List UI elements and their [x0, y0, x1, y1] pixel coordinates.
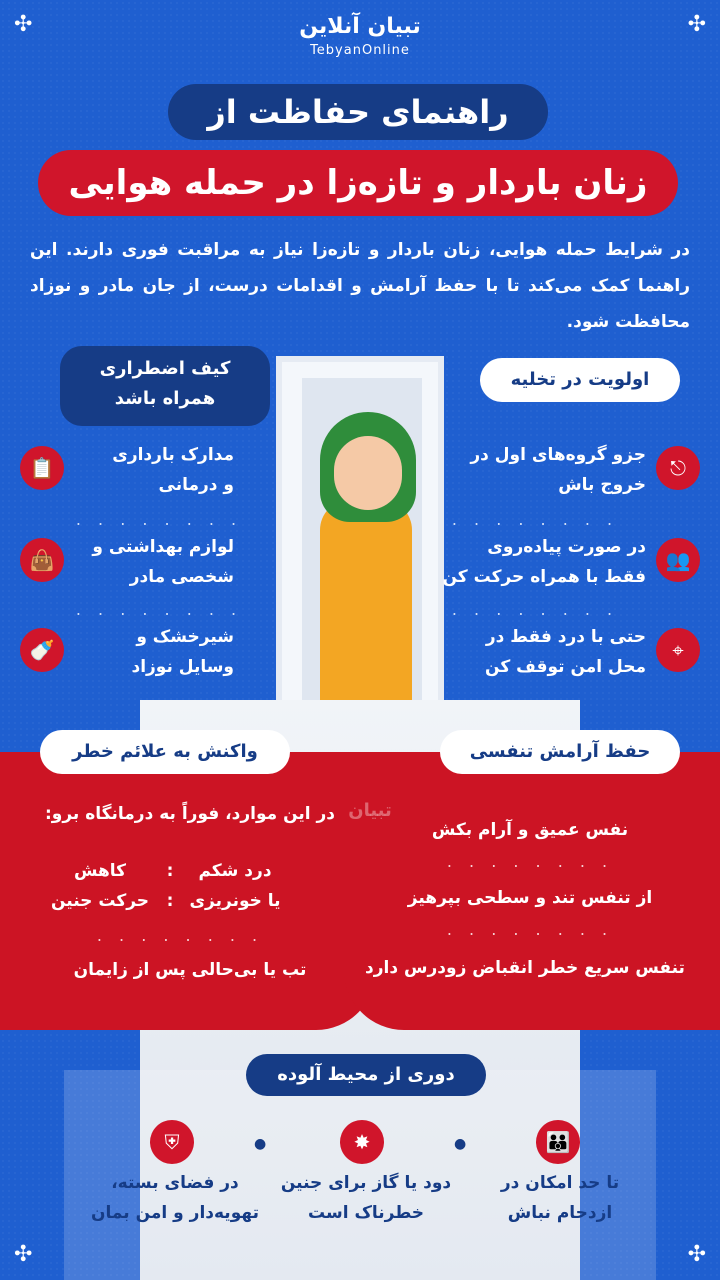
divider: . . . . . . . .: [96, 926, 264, 945]
polluted-item-3-line-1: در فضای بسته،: [111, 1173, 239, 1193]
emergency-bag-heading-line-1: کیف اضطراری: [99, 358, 231, 379]
evacuation-item-3: [416, 622, 646, 682]
polluted-item-1-line-2: ازدحام نباش: [507, 1203, 613, 1223]
exit-icon: ⎋: [656, 446, 700, 490]
polluted-heading: دوری از محیط آلوده: [246, 1054, 486, 1096]
emergency-bag-heading: [60, 346, 270, 426]
polluted-item-1: [480, 1168, 640, 1228]
danger-signs-intro: در این موارد، فوراً به درمانگاه برو:: [44, 804, 336, 824]
emergency-bag-item-3: [74, 622, 234, 682]
baby-bottle-icon: 🍼: [20, 628, 64, 672]
title-line-2: زنان باردار و تازه‌زا در حمله هوایی: [38, 150, 678, 216]
watermark-logo: تبیان: [348, 800, 392, 821]
corner-decoration-bottom-right-icon: ✣: [687, 1242, 706, 1267]
evacuation-item-2-line-2: فقط با همراه حرکت کن: [442, 567, 646, 587]
divider: . . . . . . . .: [75, 600, 243, 619]
evacuation-item-2-line-1: در صورت پیاده‌روی: [487, 537, 646, 557]
evacuation-heading: اولویت در تخلیه: [480, 358, 680, 402]
emergency-bag-heading-line-2: همراه باشد: [114, 388, 216, 409]
polluted-item-3-line-2: تهویه‌دار و امن بمان: [91, 1203, 259, 1223]
polluted-item-2-line-1: دود یا گاز برای جنین: [280, 1173, 452, 1193]
pregnant-woman-face-illustration: [334, 436, 402, 510]
danger-sign-1-line-1: درد شکم: [198, 861, 272, 881]
divider: . . . . . . . .: [451, 510, 619, 529]
pregnant-woman-body-illustration: [320, 500, 412, 710]
danger-sign-1: [180, 856, 290, 916]
sign-separator: : :: [166, 861, 174, 911]
crowd-icon: 👪: [536, 1120, 580, 1164]
breathing-item-3: تنفس سریع خطر انقباض زودرس دارد: [365, 958, 685, 978]
divider: . . . . . . . .: [75, 510, 243, 529]
evacuation-item-3-line-1: حتی با درد فقط در: [485, 627, 646, 647]
document-icon: 📋: [20, 446, 64, 490]
breathing-item-1: نفس عمیق و آرام بکش: [431, 820, 629, 840]
separator-dot: ●: [254, 1136, 267, 1152]
danger-sign-2: [40, 856, 160, 916]
emergency-bag-item-1: [74, 440, 234, 500]
polluted-item-1-line-1: تا حد امکان در: [500, 1173, 620, 1193]
emergency-bag-item-1-line-2: و درمانی: [158, 475, 234, 495]
evacuation-item-3-line-2: محل امن توقف کن: [485, 657, 646, 677]
polluted-item-2: [276, 1168, 456, 1228]
corner-decoration-top-left-icon: ✣: [14, 12, 33, 37]
brand-logo: [0, 14, 720, 58]
corner-decoration-top-right-icon: ✣: [687, 12, 706, 37]
danger-sign-2-line-2: حرکت جنین: [50, 891, 150, 911]
divider: . . . . . . . .: [446, 920, 614, 939]
evacuation-item-1: [416, 440, 646, 500]
polluted-item-3: [80, 1168, 270, 1228]
emergency-bag-item-3-line-2: وسایل نوزاد: [131, 657, 234, 677]
shield-location-icon: ⛨: [150, 1120, 194, 1164]
danger-sign-3: تب یا بی‌حالی پس از زایمان: [73, 960, 307, 980]
emergency-bag-item-2-line-2: شخصی مادر: [129, 567, 234, 587]
title-line-1: راهنمای حفاظت از: [168, 84, 548, 140]
emergency-bag-item-3-line-1: شیرخشک و: [136, 627, 234, 647]
danger-sign-2-line-1: کاهش: [73, 861, 127, 881]
toiletry-bag-icon: 👜: [20, 538, 64, 582]
virus-icon: ✸: [340, 1120, 384, 1164]
corner-decoration-bottom-left-icon: ✣: [14, 1242, 33, 1267]
divider: . . . . . . . .: [446, 852, 614, 871]
emergency-bag-item-2-line-1: لوازم بهداشتی و: [92, 537, 234, 557]
danger-signs-heading: واکنش به علائم خطر: [40, 730, 290, 774]
people-icon: 👥: [656, 538, 700, 582]
evacuation-item-1-line-2: خروج باش: [558, 475, 646, 495]
breathing-item-2: از تنفس تند و سطحی بپرهیز: [407, 888, 653, 908]
breathing-heading: حفظ آرامش تنفسی: [440, 730, 680, 774]
separator-dot: ●: [454, 1136, 467, 1152]
brand-logo-en: TebyanOnline: [310, 43, 410, 58]
divider: . . . . . . . .: [451, 600, 619, 619]
evacuation-item-2: [416, 532, 646, 592]
safe-location-icon: ⌖: [656, 628, 700, 672]
evacuation-item-1-line-1: جزو گروه‌های اول در: [470, 445, 646, 465]
danger-sign-1-line-2: یا خونریزی: [189, 891, 281, 911]
emergency-bag-item-2: [74, 532, 234, 592]
brand-logo-fa: تبیان آنلاین: [299, 14, 421, 39]
intro-paragraph: در شرایط حمله هوایی، زنان باردار و تازه‌زا نیاز به مراقبت فوری دارند. این راهنما کمک می‌کند تا با حفظ آرامش و اقدامات درست، از جان مادر و نوزاد محافظت شود.: [30, 240, 690, 332]
polluted-item-2-line-2: خطرناک است: [307, 1203, 425, 1223]
emergency-bag-item-1-line-1: مدارک بارداری: [112, 445, 234, 465]
